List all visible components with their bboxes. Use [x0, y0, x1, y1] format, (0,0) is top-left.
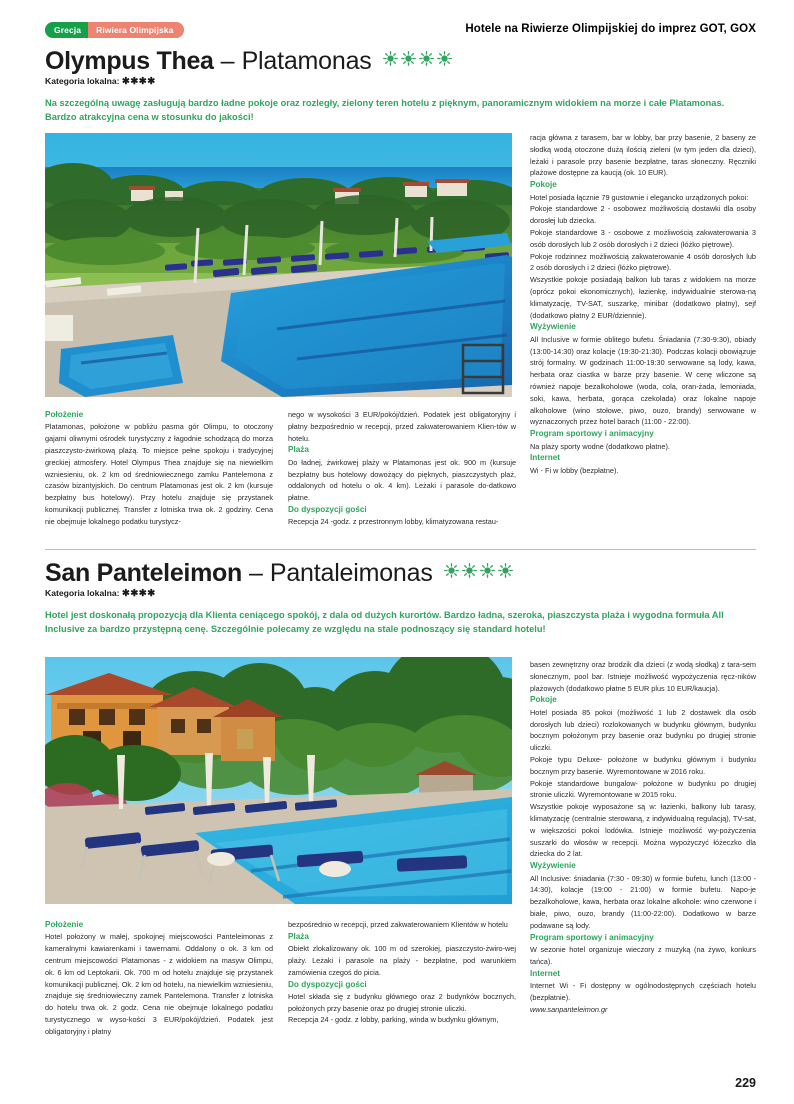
page-header — [45, 22, 756, 46]
body-paragraph: Hotel posiada 85 pokoi (możliwość 1 lub 2 dostawek dla osób dorosłych lub dzieci) rozlokowanych w budynku głównym, budynku bocznym położonym przy basenie oraz budynku po drugiej stronie uliczki. — [530, 707, 756, 753]
hotel-name: San Panteleimon — [45, 559, 242, 587]
section-heading: Położenie — [45, 920, 84, 929]
badge-region-label: Riwiera Olimpijska — [88, 22, 184, 38]
body-paragraph: W sezonie hotel organizuje wieczory z muzyką (na żywo, konkurs tańca). — [530, 944, 756, 966]
hotel-title — [45, 560, 756, 586]
category-label: Kategoria lokalna: — [45, 588, 120, 599]
hotel1-column-3 — [530, 132, 756, 477]
body-paragraph: Do ładnej, żwirkowej plaży w Platamonas jest ok. 900 m (kursuje bezpłatny bus hotelowy dowożący do pięknych, piaszczystych plaż, oddalonych od hotelu o ok. 4 km). Leżaki i parasole do-datkowo płatne. — [288, 457, 516, 503]
body-paragraph: Pokoje typu Deluxe- położone w budynku głównym i budynku bocznym przy basenie. Wyremontowane w 2016 roku. — [530, 754, 756, 776]
hotel-city: Platamonas — [241, 47, 372, 75]
body-paragraph: Internet Wi - Fi dostępny w ogólnodostępnych częściach hotelu (bezpłatnie). — [530, 980, 756, 1002]
section-heading: Plaża — [288, 445, 309, 455]
section-heading: Wyżywienie — [530, 322, 576, 332]
body-paragraph: Recepcja 24 - godz. z lobby, parking, winda w budynku głównym, — [288, 1015, 499, 1025]
hotel-block-olympus-thea — [45, 48, 756, 125]
body-paragraph: nego w wysokości 3 EUR/pokój/dzień. Podatek jest obligatoryjny i płatny bezpośrednio w recepcji, przed zakwaterowaniem Klien-tów w hotelu. — [288, 410, 516, 443]
sun-icon — [437, 51, 452, 66]
badge-country-label: Grecja — [45, 22, 88, 38]
category-stars: ✱✱✱✱ — [121, 76, 156, 88]
page-number: 229 — [735, 1076, 756, 1090]
body-paragraph: Wi - Fi w lobby (bezpłatne). — [530, 465, 619, 475]
section-heading: Do dyspozycji gości — [288, 979, 367, 989]
section-heading: Pokoje — [530, 695, 557, 705]
sun-rating-2 — [444, 563, 513, 578]
section-divider — [45, 549, 756, 550]
sun-icon — [462, 563, 477, 578]
hotel-photo-san-panteleimon — [45, 657, 512, 904]
body-paragraph: Pokoje standardowe 3 - osobowe z możliwością zakwaterowania 3 osób dorosłych lub 2 osób dorosłych i 2 dzieci (łóżko piętrowe). — [530, 227, 756, 249]
category-label: Kategoria lokalna: — [45, 76, 120, 87]
hotel-name: Olympus Thea — [45, 47, 214, 75]
section-heading: Położenie — [45, 410, 84, 419]
section-heading: Internet — [530, 968, 561, 978]
section-heading: Pokoje — [530, 180, 557, 190]
body-paragraph: All Inclusive: śniadania (7:30 - 09:30) w formie bufetu, lunch (13:00 - 14:30), kolacje (19:00 - 21:00) w formie bufetu. Napo-je bezalkoholowe, kawa, herbata oraz lokalne alkohole: wino czerwone i białe, piwo, ouzo, brandy (11:00-22:00). Dodatkowo w barze podawane są lody. — [530, 873, 756, 930]
hotel-lead-text: Na szczególną uwagę zasługują bardzo ładne pokoje oraz rozległy, zielony teren hotelu z pięknym, panoramicznym widokiem na morze i całe Platamonas. Bardzo atrakcyjna cena w stosunku do jakości! — [45, 98, 725, 123]
hotel2-column-2 — [288, 919, 516, 1026]
hotel-city: Pantaleimonas — [269, 559, 433, 587]
hotel-website: www.sanpanteleimon.gr — [530, 1004, 608, 1014]
sun-icon — [444, 563, 459, 578]
sun-rating-1 — [383, 51, 452, 66]
body-paragraph: Pokoje standardowe 2 - osobowez możliwością dostawki dla osoby dorosłej lub dziecka. — [530, 204, 756, 226]
hotel2-column-1 — [45, 919, 273, 1038]
hotel-photo-olympus-thea — [45, 133, 512, 397]
hotel-lead-text: Hotel jest doskonałą propozycją dla Klienta ceniącego spokój, z dala od dużych kurortów. Bardzo ładna, szeroka, piaszczysta plaża i wygodna formuła All Inclusive za bardzo przystępną cenę. Szczególnie polecamy ze względu na stale podnoszący się standard hotelu! — [45, 610, 724, 635]
body-paragraph: Recepcja 24 -godz. z przestronnym lobby, klimatyzowana restau- — [288, 517, 499, 527]
body-paragraph: All Inclusive w formie oblitego bufetu. Śniadania (7:30-9:30), obiady (13:00-14:30) oraz kolacje (19:30-21:30). Podczas kolacji obowiązuje strój formalny. W godzinach 11:00-19:30 serwowane są lody, kawa, herbata oraz ciastka w barze przy basenie. W cenę wliczone są również napoje bezalkoholowe (woda, cola, oran-żada, lemoniada, soki, kawa, herbata, gorąca czekolada) oraz lokalne napoje alkoholowe (wino stołowe, piwo, ouzo, brandy) serwowane w wyznaczonych przez hotel barach (11:00 - 22:00). — [530, 334, 756, 427]
section-heading: Program sportowy i animacyjny — [530, 932, 654, 942]
body-paragraph: basen zewnętrzny oraz brodzik dla dzieci (z wodą słodką) z tara-sem słonecznym, pool bar. Istnieje możliwość wypożyczenia ręcz-ników plażowych (dodatkowo płatne 5 EUR plus 10 EUR/kaucja). — [530, 660, 756, 693]
section-heading: Plaża — [288, 931, 309, 941]
body-paragraph: Hotel posiada łącznie 79 gustownie i elegancko urządzonych pokoi: — [530, 192, 749, 202]
body-paragraph: Pokoje rodzinnez możliwością zakwaterowanie 4 osób dorosłych lub 2 osób dorosłych i 2 dzieci (łóżko piętrowe). — [530, 251, 756, 273]
body-paragraph: Hotel położony w małej, spokojnej miejscowości Panteleimonas z kameralnymi kawiarenkami i tawernami. Oddalony o ok. 3 km od centrum miejscowości Platamonas - z widokiem na masyw Olimpu, ok. 6 km od Leptokarii. Ok. 700 m od hotelu znajduje się przystanek komunikacji publicznej. Ok. 2 km od hotelu, na niewielkim wzniesieniu, znajduje się średniowieczny zamek Pantelemona. Transfer z lotniska do hotelu trwa ok. 2 godz. Cena nie obejmuje lokalnego podatku turystycznego w wyso-kości 3 EUR/pokój/dzień. Podatek jest obligatoryjny i płatny — [45, 932, 273, 1036]
category-stars: ✱✱✱✱ — [121, 588, 156, 600]
body-paragraph: bezpośrednio w recepcji, przed zakwaterowaniem Klientów w hotelu — [288, 920, 508, 929]
title-dash: – — [220, 47, 235, 75]
body-paragraph: Wszystkie pokoje wyposażone są w: łazienki, balkony lub tarasy, klimatyzację (centralnie sterowaną, z indywidualną regulacją), TV-sat, w większości pokoi lodówka. Istnieje możliwość wy-pożyczenia suszarki do włosów w recepcji. Można wypożyczyć łóżeczko dla dziecka do 2 lat. — [530, 802, 756, 859]
body-paragraph: Hotel składa się z budynku głównego oraz 2 budynków bocznych, położonych przy basenie oraz po drugiej stronie uliczki. — [288, 991, 516, 1013]
hotel-category — [45, 76, 756, 87]
hotel-title — [45, 48, 756, 74]
page-headline: Hotele na Riwierze Olimpijskiej do imprez GOT, GOX — [465, 23, 756, 35]
hotel-block-san-panteleimon — [45, 560, 756, 637]
location-badge — [45, 22, 184, 38]
photo-graphic — [45, 133, 512, 397]
section-heading: Do dyspozycji gości — [288, 504, 367, 514]
sun-icon — [383, 51, 398, 66]
hotel1-column-1 — [45, 409, 273, 528]
hotel2-column-3 — [530, 659, 756, 1015]
title-dash: – — [248, 559, 263, 587]
sun-icon — [419, 51, 434, 66]
hotel-category — [45, 588, 756, 599]
section-heading: Internet — [530, 453, 561, 463]
sun-icon — [480, 563, 495, 578]
photo-graphic — [45, 657, 512, 904]
hotel1-column-2 — [288, 409, 516, 528]
body-paragraph: racja główna z tarasem, bar w lobby, bar przy basenie, 2 baseny ze słodką wodą otoczone dużą ilością zieleni (w tym jeden dla dzieci), leżaki i parasole przy basenie bezpłatne, taras słoneczny. Ręczniki plażowe dostępne za kaucją (ok. 10 EUR). — [530, 133, 756, 178]
body-paragraph: Na plaży sporty wodne (dodatkowo płatne). — [530, 441, 670, 451]
body-paragraph: Obiekt zlokalizowany ok. 100 m od szerokiej, piaszczysto-żwiro-wej plaży. Leżaki i parasole na plaży - bezpłatne, pod warunkiem zamówienia czegoś do picia. — [288, 944, 516, 977]
sun-icon — [401, 51, 416, 66]
body-paragraph: Pokoje standardowe bungalow- położone w budynku po drugiej stronie uliczki. Wyremontowane w 2015 roku. — [530, 778, 756, 800]
body-paragraph: Platamonas, położone w pobliżu pasma gór Olimpu, to otoczony gajami oliwnymi ośrodek turystyczny z łagodnie schodzącą do morza piaszczysto-żwirkową plażą. To miejsce pełne spokoju i tradycyjnej greckiej atmosfery. Hotel Olympus Thea znajduje się na niewielkim wzniesieniu, ok. 2 km od średniowiecznego zamku Pantelemona z czasów bizantyjskich. Do centrum Platamonas jest ok. 2 km (kursuje bezpłatny bus hotelowy). Przy hotelu znajduje się przystanek komunikacji publicznej. Transfer z lotniska trwa ok. 2 godziny. Cena nie obejmuje lokalnego podatku turystycz- — [45, 422, 273, 526]
body-paragraph: Wszystkie pokoje posiadają balkon lub taras z widokiem na morze (oprócz pokoi ekonomicznych), łazienkę, indywidualnie sterowa-ną klimatyzację, TV-SAT, suszarkę, minibar (dodatkowo płatny), sejf (dodatkowo płatny 2 EUR/dziennie). — [530, 275, 756, 320]
section-heading: Program sportowy i animacyjny — [530, 429, 654, 439]
section-heading: Wyżywienie — [530, 861, 576, 871]
sun-icon — [498, 563, 513, 578]
